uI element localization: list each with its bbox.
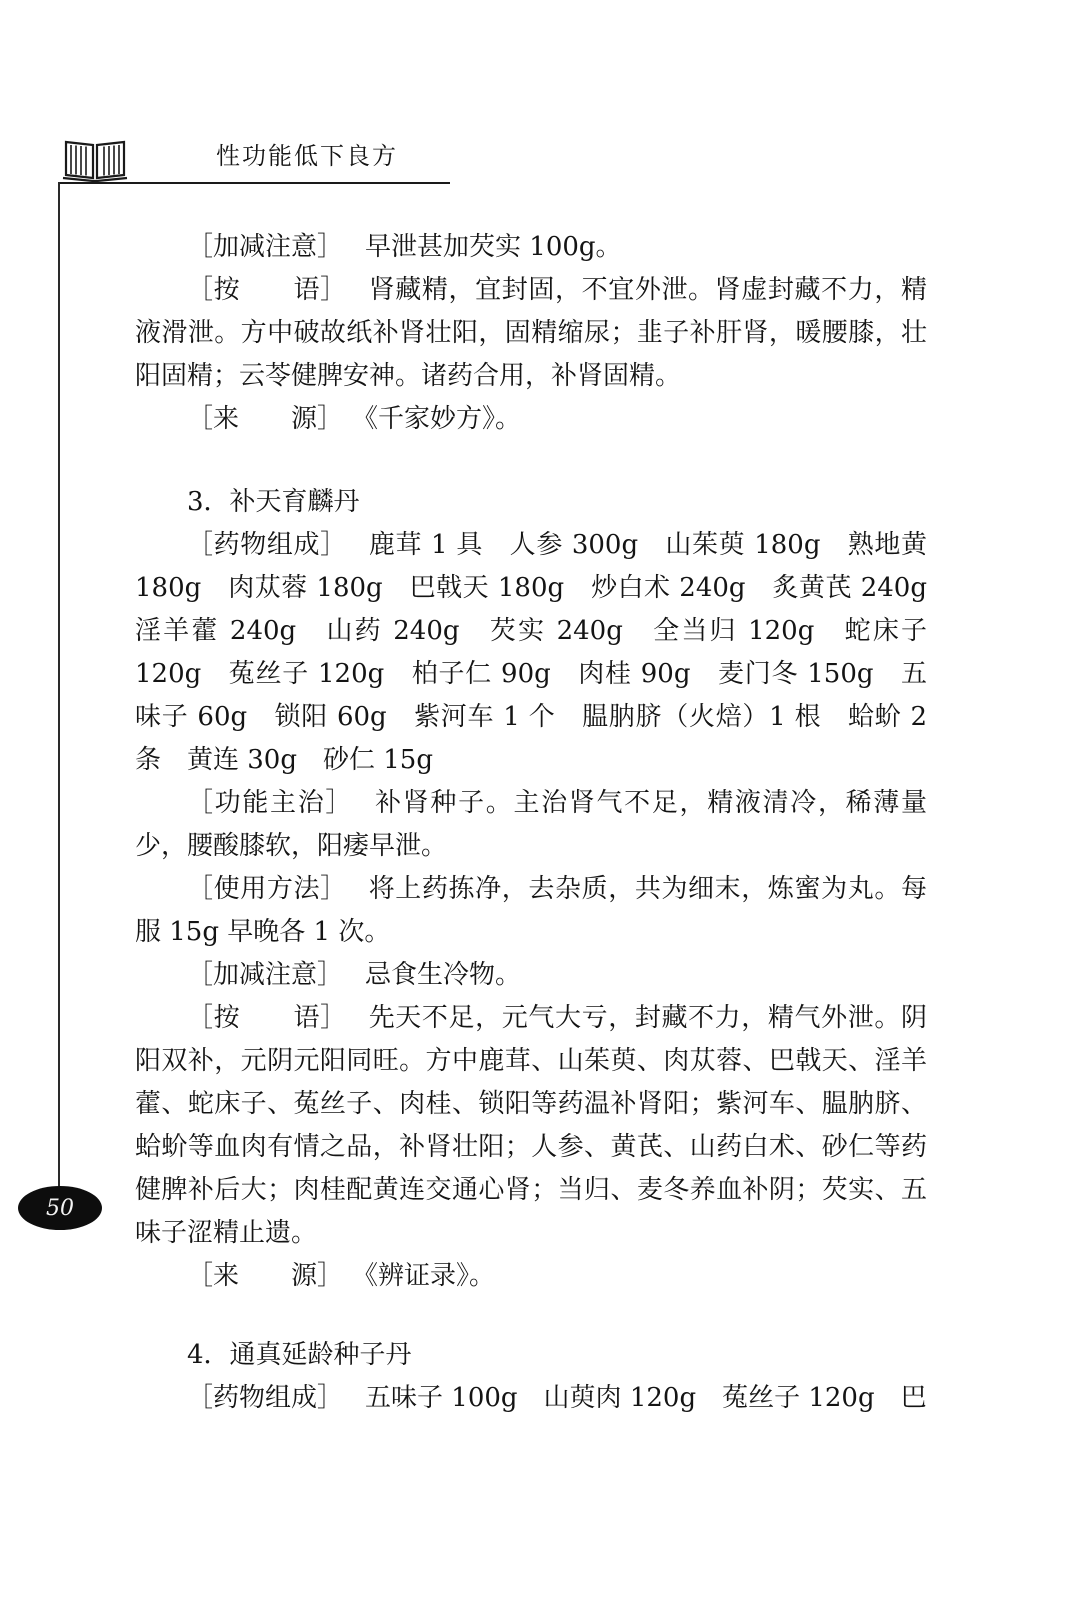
recipe-4-ingredients (135, 1377, 927, 1420)
field-text: 先天不足，元气大亏，封藏不力，精气外泄。阴阳双补，元阴元阳同旺。方中鹿茸、山茱萸、肉苁蓉、巴戟天、淫羊藿、蛇床子、菟丝子、肉桂、锁阳等药温补肾阳；紫河车、腽肭脐、蛤蚧等血肉有情之品，补肾壮阳；人参、黄芪、山药白术、砂仁等药健脾补后大；肉桂配黄连交通心肾；当归、麦冬养血补阴；芡实、五味子涩精止遗。 (135, 1003, 927, 1248)
field-text: 肾藏精，宜封固，不宜外泄。肾虚封藏不力，精液滑泄。方中破故纸补肾壮阳，固精缩尿；韭子补肝肾，暖腰膝，壮阳固精；云苓健脾安神。诸药合用，补肾固精。 (135, 275, 927, 391)
recipe-3-usage (135, 868, 927, 954)
open-book-icon (62, 136, 128, 182)
field-label: ［功能主治］ (187, 788, 354, 818)
recipe-3-modification (135, 954, 927, 997)
recipe-4-title: 4．通真延龄种子丹 (187, 1340, 412, 1370)
field-label: ［药物组成］ (187, 530, 347, 560)
field-text: 《辨证录》。 (365, 1261, 496, 1291)
header-rule (58, 182, 450, 184)
prev-modification (135, 226, 927, 269)
field-label: ［来 源］ (187, 404, 344, 434)
prev-source (135, 398, 927, 441)
recipe-3-function (135, 782, 927, 868)
field-label: ［按 语］ (187, 1003, 347, 1033)
recipe-3-source (135, 1255, 927, 1298)
prev-commentary (135, 269, 927, 398)
field-text: 五味子 100g 山萸肉 120g 菟丝子 120g 巴 (365, 1383, 927, 1413)
field-label: ［加减注意］ (187, 232, 344, 262)
running-title: 性功能低下良方 (216, 142, 398, 170)
recipe-3-ingredients (135, 524, 954, 782)
field-text: 《千家妙方》。 (365, 404, 522, 434)
recipe-3-commentary (135, 997, 927, 1255)
body-text (135, 226, 954, 1420)
field-label: ［药物组成］ (187, 1383, 344, 1413)
field-label: ［按 语］ (187, 275, 347, 305)
field-text: 鹿茸 1 具 人参 300g 山茱萸 180g 熟地黄 180g 肉苁蓉 180g 巴戟天 180g 炒白术 240g 炙黄芪 240g 淫羊藿 240g 山药 240g 芡实 240g 全当归 120g 蛇床子 120g 菟丝子 120g 柏子仁 90g 肉桂 90g 麦门冬 150g 五味子 60g 锁阳 60g 紫河车 1 个 腽肭脐（火焙）1 根 蛤蚧 2 条 黄连 30g 砂仁 15g (135, 530, 954, 775)
recipe-3-title: 3．补天育麟丹 (187, 487, 360, 517)
page-number: 50 (18, 1186, 102, 1230)
field-label: ［使用方法］ (187, 874, 347, 904)
field-text: 将上药拣净，去杂质，共为细末，炼蜜为丸。每服 15g 早晚各 1 次。 (135, 874, 927, 947)
margin-rule (58, 182, 60, 1207)
field-text: 早泄甚加芡实 100g。 (365, 232, 622, 262)
field-label: ［加减注意］ (187, 960, 344, 990)
field-text: 忌食生冷物。 (365, 960, 522, 990)
field-label: ［来 源］ (187, 1261, 344, 1291)
field-text: 补肾种子。主治肾气不足，精液清冷，稀薄量少，腰酸膝软，阳痿早泄。 (135, 788, 927, 861)
